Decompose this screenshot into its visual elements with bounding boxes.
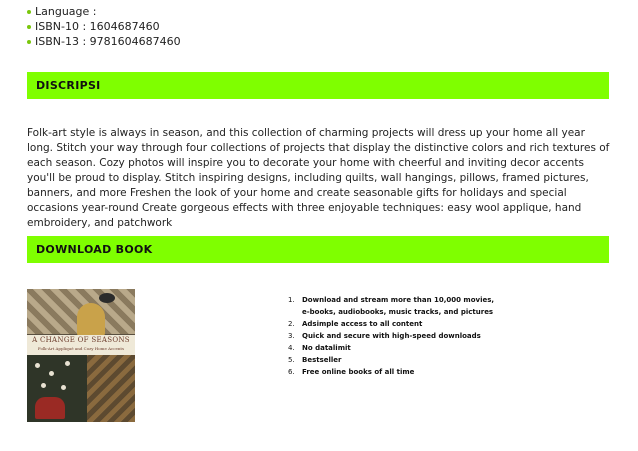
flower-icon — [41, 383, 46, 388]
meta-item-isbn10: ISBN-10 : 1604687460 — [27, 19, 181, 34]
feature-item: 1. Download and stream more than 10,000 movies, e-books, audiobooks, music tracks, and pictures — [288, 296, 495, 316]
cover-title: A CHANGE OF SEASONS — [32, 336, 130, 344]
flower-icon — [49, 371, 54, 376]
cover-title-band — [27, 335, 135, 355]
beehive-icon — [77, 303, 105, 337]
meta-item-language: Language : — [27, 4, 181, 19]
feature-item: 2. Adsimple access to all content — [288, 320, 423, 328]
cover-patchwork-panel — [87, 355, 135, 422]
book-meta-list — [27, 4, 181, 49]
feature-item: 3. Quick and secure with high-speed downloads — [288, 332, 481, 340]
bullet-icon — [27, 10, 31, 14]
book-description: Folk-art style is always in season, and this collection of charming projects will dress up your home all year long. Stitch your way through four collections of projects that display the distinctive colors and rich textures of each season. Cozy photos will inspire you to decorate your home with cheerful and inviting decor accents you'll be proud to display. Stitch inspiring designs, including quilts, wall hangings, pillows, framed pictures, banners, and more Freshen the look of your home and create seasonable gifts for holidays and special occasions year-round Create gorgeous effects with three enjoyable techniques: easy wool applique, hand embroidery, and patchwork — [27, 127, 610, 229]
feature-item: 5. Bestseller — [288, 356, 342, 364]
book-cover-image[interactable] — [27, 289, 135, 422]
meta-item-isbn13: ISBN-13 : 9781604687460 — [27, 34, 181, 49]
flower-icon — [35, 363, 40, 368]
flower-icon — [65, 361, 70, 366]
bullet-icon — [27, 25, 31, 29]
cover-subtitle: Folk-Art Appliqué and Cozy Home Accents — [37, 346, 125, 351]
bird-icon — [99, 293, 115, 303]
flower-icon — [61, 385, 66, 390]
download-features-list — [288, 294, 494, 378]
cover-red-applique — [35, 397, 65, 419]
description-header: DISCRIPSI — [27, 72, 609, 99]
download-book-header[interactable]: DOWNLOAD BOOK — [27, 236, 609, 263]
feature-item: 6. Free online books of all time — [288, 368, 415, 376]
feature-item: 4. No datalimit — [288, 344, 351, 352]
bullet-icon — [27, 40, 31, 44]
